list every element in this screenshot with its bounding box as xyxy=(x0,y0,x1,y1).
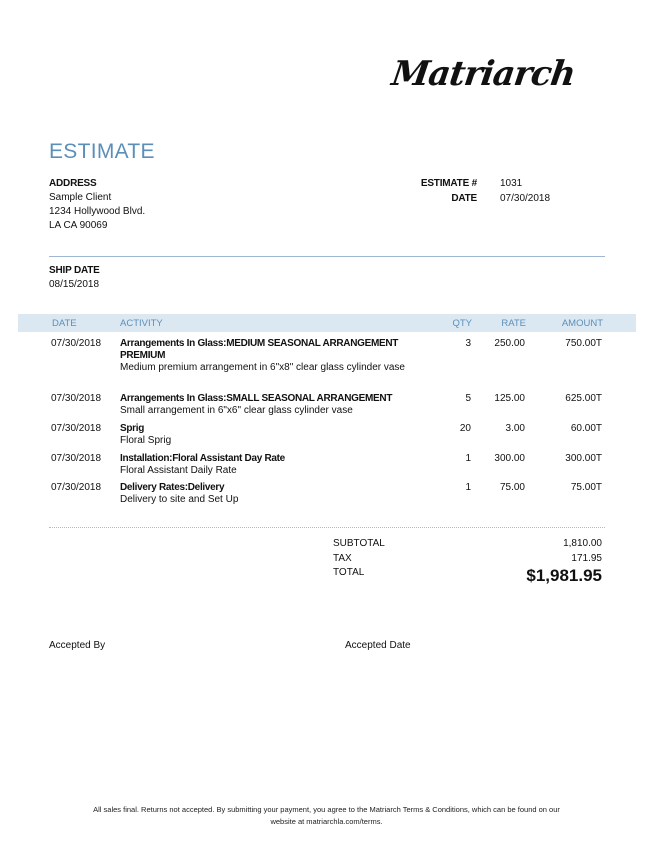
row-activity-name: Sprig xyxy=(120,423,145,434)
row-activity xyxy=(120,423,432,447)
tax-label: TAX xyxy=(333,553,352,564)
row-amount: 75.00T xyxy=(570,482,602,493)
row-activity-description: Delivery to site and Set Up xyxy=(120,494,239,505)
tax-value: 171.95 xyxy=(571,553,602,564)
row-date: 07/30/2018 xyxy=(51,393,102,404)
row-activity-description: Medium premium arrangement in 6"x8" clear glass cylinder vase xyxy=(120,362,405,373)
section-divider xyxy=(49,256,605,257)
row-amount: 60.00T xyxy=(570,423,602,434)
footer-line: All sales final. Returns not accepted. By submitting your payment, you agree to the Matriarch Terms & Conditions, which can be found on our xyxy=(93,805,560,814)
row-activity-description: Floral Assistant Daily Rate xyxy=(120,465,237,476)
accepted-date-label: Accepted Date xyxy=(345,640,411,651)
row-activity-name: Installation:Floral Assistant Day Rate xyxy=(120,453,285,464)
row-activity-name: Delivery Rates:Delivery xyxy=(120,482,225,493)
row-activity xyxy=(120,453,432,477)
address-block xyxy=(49,178,145,233)
subtotal-label: SUBTOTAL xyxy=(333,538,385,549)
column-header-rate: RATE xyxy=(501,318,526,329)
estimate-date-label: DATE xyxy=(451,193,477,204)
row-amount: 750.00T xyxy=(565,338,602,349)
row-amount: 300.00T xyxy=(565,453,602,464)
row-date: 07/30/2018 xyxy=(51,453,102,464)
row-activity xyxy=(120,482,432,506)
row-activity-description: Floral Sprig xyxy=(120,435,172,446)
accepted-by-label: Accepted By xyxy=(49,640,106,651)
estimate-number-label: ESTIMATE # xyxy=(420,178,477,189)
column-header-date: DATE xyxy=(52,318,77,329)
row-qty: 3 xyxy=(465,338,471,349)
row-activity-name: Arrangements In Glass:SMALL SEASONAL ARRANGEMENT xyxy=(120,393,393,404)
row-activity-name: Arrangements In Glass:MEDIUM SEASONAL ARRANGEMENT PREMIUM xyxy=(120,338,399,361)
table-header xyxy=(18,314,636,332)
row-date: 07/30/2018 xyxy=(51,423,102,434)
row-activity-description: Small arrangement in 6"x6" clear glass cylinder vase xyxy=(120,405,353,416)
row-rate: 125.00 xyxy=(494,393,525,404)
row-qty: 20 xyxy=(459,423,471,434)
subtotal-value: 1,810.00 xyxy=(563,538,602,549)
row-date: 07/30/2018 xyxy=(51,338,102,349)
row-rate: 300.00 xyxy=(494,453,525,464)
footer-terms xyxy=(40,804,613,828)
footer-line: website at matriarchla.com/terms. xyxy=(270,817,383,826)
estimate-number: 1031 xyxy=(500,178,523,189)
brand-logo: Matriarch xyxy=(389,54,578,94)
estimate-meta xyxy=(380,178,560,208)
column-header-qty: QTY xyxy=(452,318,472,329)
address-label: ADDRESS xyxy=(49,178,97,189)
row-qty: 1 xyxy=(465,453,471,464)
row-qty: 5 xyxy=(465,393,471,404)
row-activity xyxy=(120,393,432,417)
total-label: TOTAL xyxy=(333,567,365,578)
column-header-activity: ACTIVITY xyxy=(120,318,163,329)
totals-divider xyxy=(49,527,605,528)
total-value: $1,981.95 xyxy=(526,566,602,585)
ship-date-value: 08/15/2018 xyxy=(49,279,100,290)
row-date: 07/30/2018 xyxy=(51,482,102,493)
row-qty: 1 xyxy=(465,482,471,493)
row-rate: 3.00 xyxy=(505,423,525,434)
address-line: Sample Client xyxy=(49,192,112,203)
row-rate: 250.00 xyxy=(494,338,525,349)
address-line: 1234 Hollywood Blvd. xyxy=(49,206,146,217)
estimate-date: 07/30/2018 xyxy=(500,193,551,204)
address-line: LA CA 90069 xyxy=(49,220,108,231)
column-header-amount: AMOUNT xyxy=(561,318,603,329)
document-title: ESTIMATE xyxy=(49,140,155,163)
ship-date-block xyxy=(49,265,100,292)
row-rate: 75.00 xyxy=(499,482,525,493)
row-amount: 625.00T xyxy=(565,393,602,404)
row-activity xyxy=(120,338,432,374)
ship-date-label: SHIP DATE xyxy=(49,265,100,276)
